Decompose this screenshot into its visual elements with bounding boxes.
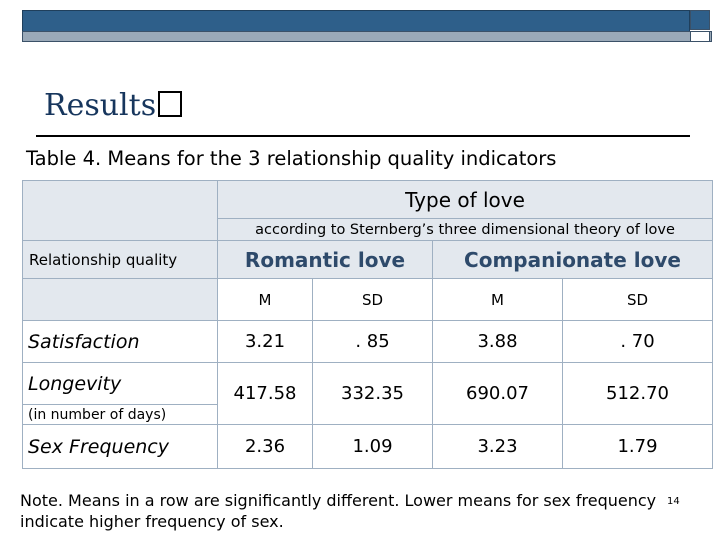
slide-title-text: Results	[44, 88, 157, 123]
row-label: Longevity	[23, 363, 218, 405]
table-caption: Table 4. Means for the 3 relationship quality indicators	[26, 147, 557, 170]
stat-header: SD	[563, 279, 713, 321]
top-bar-square	[690, 10, 710, 30]
row-label: Satisfaction	[23, 321, 218, 363]
table-cell: 417.58	[218, 363, 313, 425]
table-row	[23, 363, 713, 405]
top-bar-square	[690, 31, 710, 42]
group-companionate: Companionate love	[433, 241, 713, 279]
means-table	[22, 180, 713, 469]
table-row	[23, 321, 713, 363]
table-cell: . 70	[563, 321, 713, 363]
row-label: Sex Frequency	[23, 425, 218, 469]
table-row	[23, 425, 713, 469]
table-cell: 690.07	[433, 363, 563, 425]
title-underline	[36, 135, 690, 137]
table-cell: 1.79	[563, 425, 713, 469]
table-cell: 332.35	[313, 363, 433, 425]
stat-header: M	[218, 279, 313, 321]
page-number: 14	[667, 496, 680, 507]
table-cell: 3.21	[218, 321, 313, 363]
missing-glyph-icon	[158, 91, 182, 117]
row-label-note: (in number of days)	[23, 405, 218, 425]
table-cell: 3.88	[433, 321, 563, 363]
top-bar-thin	[22, 31, 712, 42]
group-romantic: Romantic love	[218, 241, 433, 279]
decorative-top-bar	[22, 10, 712, 42]
stat-header-empty	[23, 279, 218, 321]
table-cell: 3.23	[433, 425, 563, 469]
corner-cell	[23, 181, 218, 241]
table-cell: . 85	[313, 321, 433, 363]
slide-title	[44, 88, 182, 123]
table-cell: 512.70	[563, 363, 713, 425]
table-cell: 2.36	[218, 425, 313, 469]
table-note: Note. Means in a row are significantly different. Lower means for sex frequency indicate higher frequency of sex.	[20, 491, 657, 531]
top-bar-dark	[22, 10, 690, 32]
stat-header: SD	[313, 279, 433, 321]
row-header: Relationship quality	[23, 241, 218, 279]
type-subheading: according to Sternberg’s three dimensional theory of love	[218, 219, 713, 241]
stat-header: M	[433, 279, 563, 321]
table-cell: 1.09	[313, 425, 433, 469]
type-heading: Type of love	[218, 181, 713, 219]
